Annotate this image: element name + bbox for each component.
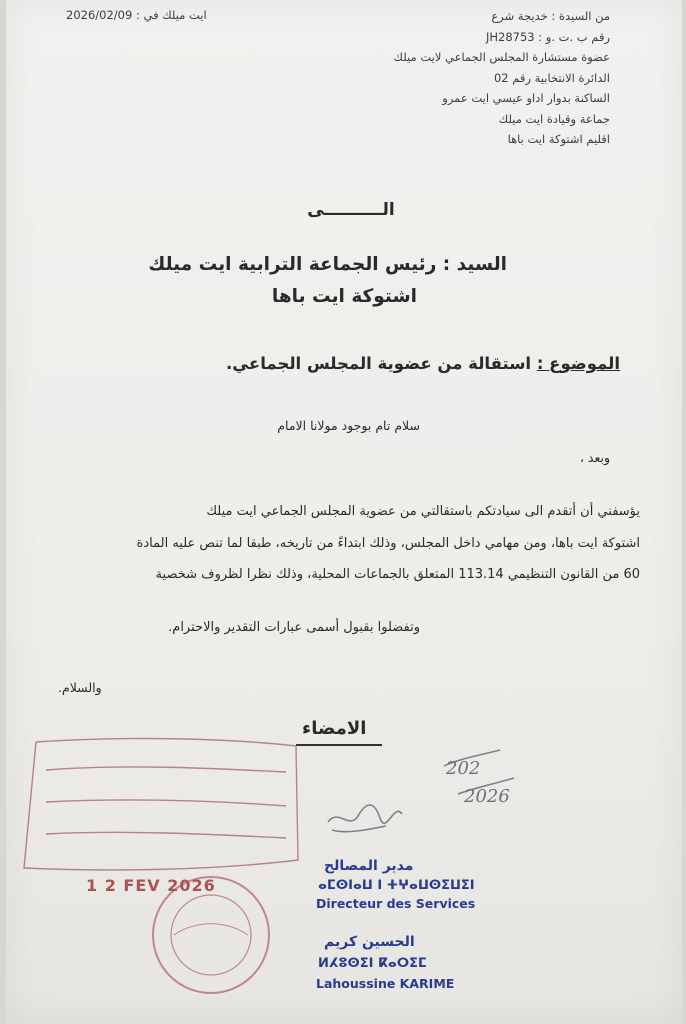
location-date: ايت ميلك في : 2026/02/09	[66, 8, 207, 22]
blue-stamp-title-ar: مدير المصالح	[324, 858, 414, 874]
blue-stamp-name-ar: الحسين كريم	[324, 934, 415, 950]
letter-body	[50, 496, 640, 591]
closing-line: وتفضلوا بقبول أسمى عبارات التقدير والاحترام.	[168, 620, 420, 635]
sender-block	[394, 6, 610, 150]
subject-label: الموضوع :	[536, 354, 620, 373]
blue-stamp-title-tifinagh: ⴰⵎⵙⵏⴰⵡ ⵏ ⵜⵖⴰⵡⵙⵉⵡⵉⵏ	[318, 878, 475, 893]
sender-line: عضوة مستشارة المجلس الجماعي لايت ميلك	[393, 50, 610, 64]
subject-line	[226, 354, 620, 373]
handwritten-year: 2026	[464, 786, 510, 807]
to-label: الــــــــــى	[307, 200, 395, 220]
sender-line: من السيدة : خديجة شرع	[491, 9, 610, 23]
document-page	[6, 0, 682, 1024]
recipient-line-2: اشتوكة ايت باها	[271, 286, 417, 307]
body-line: اشتوكة ايت باها، ومن مهامي داخل المجلس، وذلك ابتداءً من تاريخه، طبقا لما تنص عليه المادة	[136, 535, 640, 551]
after-greeting: وبعد ،	[579, 450, 610, 465]
sender-line: الدائرة الانتخابية رقم 02	[493, 70, 610, 85]
signature-label: الامضاء	[302, 718, 367, 739]
sender-line: جماعة وقيادة ايت ميلك	[498, 111, 610, 126]
date-stamp: 1 2 FEV 2026	[86, 876, 216, 895]
salam: والسلام.	[58, 680, 102, 695]
blue-stamp-title-fr: Directeur des Services	[316, 896, 476, 911]
body-line: يؤسفني أن أتقدم الى سيادتكم باستقالتي من عضوية المجلس الجماعي ايت ميلك	[206, 504, 640, 519]
sender-line: رقم ب .ت .و : JH28753	[486, 29, 610, 44]
recipient-line-1: السيد : رئيس الجماعة الترابية ايت ميلك	[148, 254, 507, 275]
greeting: سلام تام بوجود مولانا الامام	[277, 418, 420, 433]
blue-stamp-name-fr: Lahoussine KARIME	[316, 976, 455, 991]
body-line: 60 من القانون التنظيمي 113.14 المتعلق بالجماعات المحلية، وذلك نظرا لظروف شخصية	[155, 567, 640, 582]
blue-stamp-name-tifinagh: ⵍⵃⵓⵙⵉⵏ ⴽⴰⵔⵉⵎ	[318, 956, 427, 971]
handwritten-number: 202	[446, 758, 481, 779]
red-stamp	[24, 739, 298, 870]
sender-line: اقليم اشتوكة ايت باها	[507, 132, 610, 146]
subject-text: استقالة من عضوية المجلس الجماعي.	[225, 354, 532, 373]
sender-line: الساكنة بدوار اداو عيسي ايت عمرو	[442, 91, 610, 105]
